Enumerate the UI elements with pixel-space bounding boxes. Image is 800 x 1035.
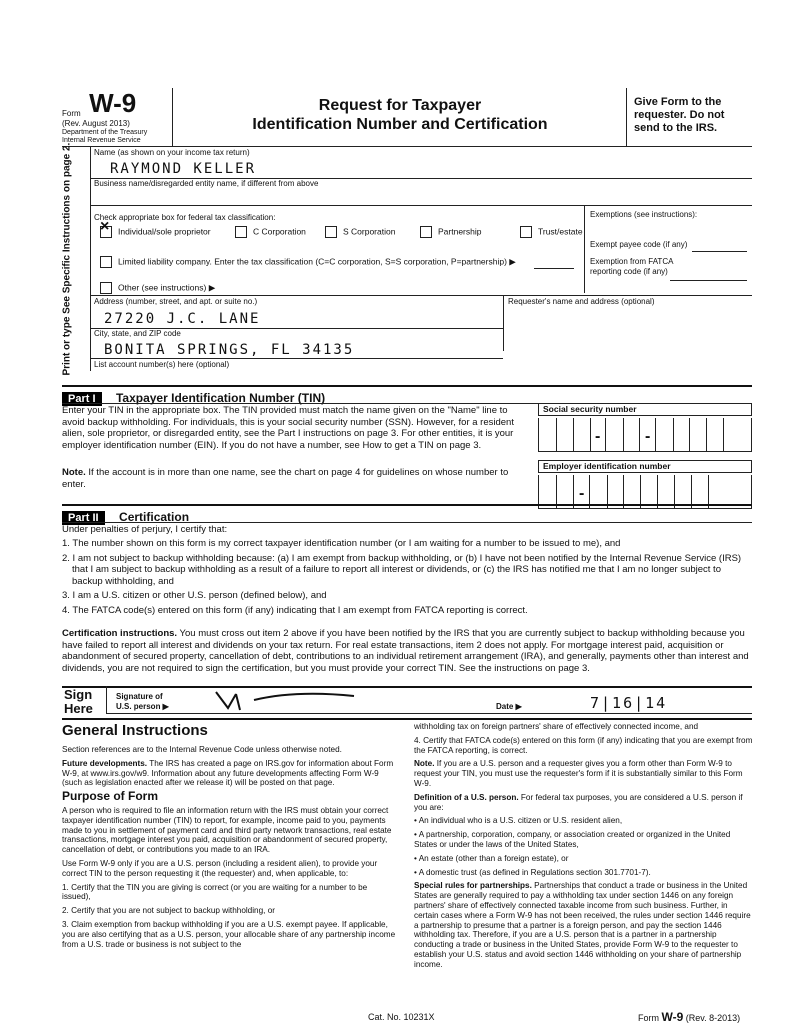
give-form-note: Give Form to the requester. Do not send to the IRS. bbox=[634, 96, 725, 134]
section-heading: Purpose of Form bbox=[62, 789, 159, 804]
side-label: Print or type See Specific Instructions on page 2. bbox=[61, 142, 73, 376]
paragraph-text: 1. Certify that the TIN you are giving is correct (or you are waiting for a number to be issued), bbox=[62, 882, 368, 902]
paragraph-lead: Future developments. bbox=[62, 758, 148, 768]
paragraph-lead: Definition of a U.S. person. bbox=[414, 792, 519, 802]
catalog-number: Cat. No. 10231X bbox=[368, 1012, 435, 1022]
classification-checkbox[interactable] bbox=[520, 226, 532, 238]
note-bold: Note. bbox=[62, 467, 86, 478]
instruction-paragraph bbox=[62, 883, 397, 903]
ssn-block bbox=[538, 403, 752, 452]
paragraph-text: The IRS has created a page on IRS.gov for information about Form W-9, at www.irs.gov/w9. Information about any future developments affecting Form W-9 (such as legislation enacted after we release it) will be posted on that page. bbox=[62, 758, 394, 788]
classification-checkbox[interactable] bbox=[420, 226, 432, 238]
part2-title: Certification bbox=[119, 510, 190, 524]
paragraph-text: If you are a U.S. person and a requester gives you a form other than Form W-9 to request your TIN, you must use the requester's form if it is substantially similar to this Form W-9. bbox=[414, 759, 743, 788]
paragraph-text: Section references are to the Internal Revenue Code unless otherwise noted. bbox=[62, 745, 342, 754]
part1-title: Taxpayer Identification Number (TIN) bbox=[115, 391, 326, 405]
paragraph-text: 2. Certify that you are not subject to backup withholding, or bbox=[62, 906, 275, 916]
form-word: Form bbox=[62, 109, 81, 118]
certification-item: 2. I am not subject to backup withholding because: (a) I am exempt from backup withholding, or (b) I have not been notified by the Internal Revenue Service (IRS) that I am subject to backup withholding as a result of a failure to report all interest or dividends, or (c) the IRS has notified me that I am no longer subject to backup withholding, and bbox=[62, 552, 742, 587]
instruction-paragraph bbox=[414, 854, 754, 864]
footer-revision: (Rev. 8-2013) bbox=[685, 1013, 741, 1023]
footer-form-word: Form bbox=[638, 1013, 659, 1023]
instruction-paragraph bbox=[62, 759, 397, 788]
address-label: Address (number, street, and apt. or suite no.) bbox=[94, 297, 258, 306]
instruction-paragraph bbox=[62, 745, 397, 755]
instruction-paragraph bbox=[414, 722, 754, 732]
classification-label: Check appropriate box for federal tax classification: bbox=[94, 213, 276, 222]
classification-option bbox=[235, 226, 306, 238]
certification-item: 4. The FATCA code(s) entered on this form (if any) indicating that I am exempt from FATCA reporting is correct. bbox=[62, 604, 528, 616]
sign-here: Sign Here bbox=[64, 687, 93, 716]
part1-label: Part I bbox=[62, 392, 102, 406]
part1-text: Enter your TIN in the appropriate box. The TIN provided must match the name given on the "Name" line to avoid backup withholding. For individuals, this is your social security number (SSN). However, for a resident alien, sole proprietor, or disregarded entity, see the Part I instructions on page 3. For other entities, it is your employer identification number (EIN). If you do not have a number, see How to get a TIN on page 3. bbox=[62, 405, 514, 451]
instruction-paragraph bbox=[62, 859, 397, 879]
instruction-paragraph bbox=[62, 920, 397, 949]
instructions-right-column bbox=[414, 722, 754, 974]
ssn-label: Social security number bbox=[538, 403, 752, 416]
instructions-left-column bbox=[62, 745, 397, 953]
part2-intro: Under penalties of perjury, I certify that: bbox=[62, 524, 228, 535]
paragraph-lead: Special rules for partnerships. bbox=[414, 881, 532, 891]
paragraph-text: • An individual who is a U.S. citizen or U.S. resident alien, bbox=[414, 816, 623, 826]
business-name-field[interactable] bbox=[94, 190, 744, 204]
form-code: W-9 bbox=[89, 88, 137, 118]
paragraph-text: withholding tax on foreign partners' share of effectively connected income, and bbox=[414, 722, 699, 731]
other-checkbox[interactable] bbox=[100, 282, 112, 294]
requester-label: Requester's name and address (optional) bbox=[508, 297, 655, 306]
signature-drawing bbox=[176, 688, 476, 712]
instruction-paragraph bbox=[414, 868, 754, 878]
classification-checkbox[interactable] bbox=[325, 226, 337, 238]
name-label: Name (as shown on your income tax return) bbox=[94, 148, 250, 157]
exemptions-label: Exemptions (see instructions): bbox=[590, 210, 698, 219]
classification-option bbox=[520, 226, 583, 238]
classification-option bbox=[325, 226, 395, 238]
form-code-block bbox=[62, 88, 172, 145]
date-field[interactable]: 7|16|14 bbox=[590, 694, 668, 712]
paragraph-text: • An estate (other than a foreign estate), or bbox=[414, 853, 569, 863]
classification-checkbox[interactable] bbox=[235, 226, 247, 238]
footer-form bbox=[638, 1010, 740, 1024]
fatca-exemption-label: Exemption from FATCA reporting code (if any) bbox=[590, 257, 673, 276]
classification-label: Partnership bbox=[438, 226, 482, 237]
instruction-paragraph bbox=[62, 906, 397, 916]
footer-form-code: W-9 bbox=[661, 1010, 684, 1024]
ein-field[interactable]: - bbox=[538, 475, 752, 509]
classification-label: Individual/sole proprietor bbox=[118, 226, 211, 237]
certification-item: 1. The number shown on this form is my correct taxpayer identification number (or I am waiting for a number to be issued to me), and bbox=[62, 538, 621, 549]
ein-block bbox=[538, 460, 752, 509]
classification-label: C Corporation bbox=[253, 226, 306, 237]
city-label: City, state, and ZIP code bbox=[94, 329, 181, 338]
instruction-paragraph bbox=[414, 793, 754, 813]
classification-option bbox=[420, 226, 481, 238]
signature-label: Signature of U.S. person ▶ bbox=[116, 692, 169, 711]
llc-checkbox[interactable] bbox=[100, 256, 112, 268]
paragraph-text: For federal tax purposes, you are considered a U.S. person if you are: bbox=[414, 792, 743, 812]
form-revision: (Rev. August 2013) bbox=[62, 119, 130, 128]
paragraph-text: Use Form W-9 only if you are a U.S. person (including a resident alien), to provide your correct TIN to the person requesting it (the requester) and, when applicable, to: bbox=[62, 858, 378, 878]
paragraph-text: Partnerships that conduct a trade or business in the United States are generally required to pay a withholding tax under section 1446 on any foreign partners' share of effectively connected taxable income from such business. Further, in certain cases where a Form W-9 has not been received, the rules under section 1446 require a partnership to presume that a partner is a foreign person, and pay the section 1446 withholding tax. Therefore, if you are a U.S. person that is a partner in a partnership conducting a trade or business in the United States, provide Form W-9 to the requester to establish your U.S. status and avoid section 1446 withholding on your share of partnership income. bbox=[414, 881, 751, 969]
ssn-field[interactable]: - - bbox=[538, 418, 752, 452]
department: Department of the Treasury bbox=[62, 129, 148, 136]
llc-label: Limited liability company. Enter the tax classification (C=C corporation, S=S corporation, P=partnership) ▶ bbox=[118, 256, 516, 267]
ein-label: Employer identification number bbox=[538, 460, 752, 473]
paragraph-text: A person who is required to file an information return with the IRS must obtain your correct taxpayer identification number (TIN) to report, for example, income paid to you, payments made to you in settlement of payment card and third party network transactions, real estate transactions, mortgage interest you paid, acquisition or abandonment of secured property, cancellation of debt, or contributions you made to an IRA. bbox=[62, 805, 392, 855]
form-title bbox=[180, 96, 620, 134]
city-field[interactable]: BONITA SPRINGS, FL 34135 bbox=[104, 342, 355, 358]
cert-instructions bbox=[62, 628, 750, 674]
cert-instructions-text: You must cross out item 2 above if you have been notified by the IRS that you are currently subject to backup withholding because you have failed to report all interest and dividends on your tax return. For real estate transactions, item 2 does not apply. For mortgage interest paid, acquisition or abandonment of secured property, cancellation of debt, contributions to an individual retirement arrangement (IRA), and generally, payments other than interest and dividends, you are not required to sign the certification, but you must provide your correct TIN. See the instructions on page 3. bbox=[62, 628, 749, 674]
paragraph-text: 3. Claim exemption from backup withholding if you are a U.S. exempt payee. If applicable, you are also certifying that as a U.S. person, your allocable share of any partnership income from a U.S. trade or business is not subject to the bbox=[62, 919, 396, 949]
part1-note bbox=[62, 467, 530, 490]
instruction-paragraph bbox=[414, 736, 754, 756]
llc-row bbox=[100, 256, 516, 268]
title-line-2: Identification Number and Certification bbox=[252, 116, 548, 133]
instruction-paragraph bbox=[414, 881, 754, 969]
name-field[interactable]: RAYMOND KELLER bbox=[110, 161, 257, 177]
paragraph-text: • A partnership, corporation, company, or association created or organized in the United States or under the laws of the United States, bbox=[414, 830, 731, 849]
classification-label: S Corporation bbox=[343, 226, 396, 237]
address-field[interactable]: 27220 J.C. LANE bbox=[104, 311, 261, 327]
instruction-paragraph bbox=[62, 806, 397, 855]
instruction-paragraph bbox=[414, 759, 754, 788]
instruction-paragraph bbox=[414, 816, 754, 826]
account-label: List account number(s) here (optional) bbox=[94, 360, 230, 369]
signature-field[interactable] bbox=[176, 688, 476, 712]
other-label: Other (see instructions) ▶ bbox=[118, 282, 216, 293]
paragraph-lead: Note. bbox=[414, 759, 435, 769]
date-label: Date ▶ bbox=[496, 702, 522, 711]
title-line-1: Request for Taxpayer bbox=[318, 97, 482, 114]
classification-checkbox[interactable] bbox=[100, 226, 112, 238]
business-name-label: Business name/disregarded entity name, if different from above bbox=[94, 179, 319, 188]
certification-items bbox=[62, 538, 750, 619]
instructions-title: General Instructions bbox=[62, 722, 208, 739]
classification-option bbox=[100, 226, 211, 238]
note-text: If the account is in more than one name, see the chart on page 4 for guidelines on whose number to enter. bbox=[62, 467, 509, 490]
part2-label: Part II bbox=[62, 511, 105, 525]
other-row bbox=[100, 282, 215, 294]
paragraph-text: 4. Certify that FATCA code(s) entered on this form (if any) indicating that you are exempt from the FATCA reporting, is correct. bbox=[414, 735, 753, 755]
instruction-paragraph bbox=[414, 830, 754, 850]
irs-label: Internal Revenue Service bbox=[62, 137, 141, 144]
paragraph-text: • A domestic trust (as defined in Regulations section 301.7701-7). bbox=[414, 867, 651, 877]
cert-instructions-bold: Certification instructions. bbox=[62, 628, 178, 639]
classification-label: Trust/estate bbox=[538, 226, 583, 237]
exempt-payee-label: Exempt payee code (if any) bbox=[590, 240, 688, 249]
certification-item: 3. I am a U.S. citizen or other U.S. person (defined below), and bbox=[62, 590, 327, 601]
